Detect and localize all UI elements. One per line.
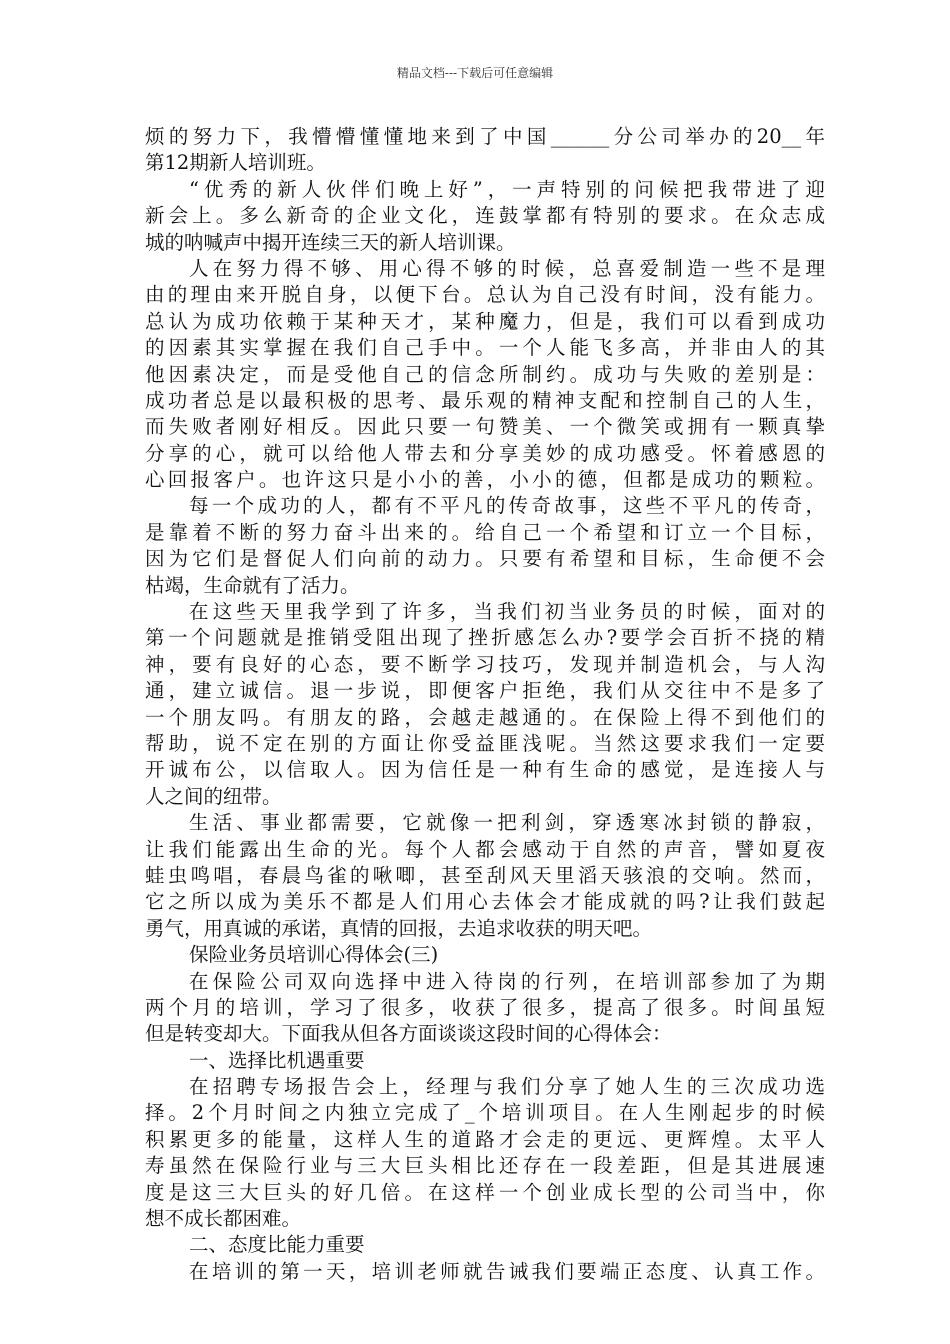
text-line: 它之所以成为美乐不都是人们用心去体会才能成就的吗?让我们鼓起 xyxy=(145,890,825,914)
text-line: 由的理由来开脱自身，以便下台。总认为自己没有时间，没有能力。 xyxy=(145,283,825,307)
text-line: 度是这三大巨头的好几倍。在这样一个创业成长型的公司当中，你 xyxy=(145,1180,825,1204)
text-line: 在保险公司双向选择中进入待岗的行列，在培训部参加了为期 xyxy=(189,969,825,993)
text-line: 第一个问题就是推销受阻出现了挫折感怎么办?要学会百折不挠的精 xyxy=(145,626,825,650)
text-line: 积累更多的能量，这样人生的道路才会走的更远、更辉煌。太平人 xyxy=(145,1127,825,1151)
text-line: “优秀的新人伙伴们晚上好”，一声特别的问候把我带进了迎 xyxy=(189,177,825,201)
text-line: 让我们能露出生命的光。每个人都会感动于自然的声音，譬如夏夜 xyxy=(145,837,825,861)
text-line: 分享的心，就可以给他人带去和分享美妙的成功感受。怀着感恩的 xyxy=(145,441,825,465)
text-line: 总认为成功依赖于某种天才，某种魔力，但是，我们可以看到成功 xyxy=(145,309,825,333)
text-line: 一、选择比机遇重要 xyxy=(189,1048,365,1072)
text-line: 但是转变却大。下面我从但各方面谈谈这段时间的心得体会： xyxy=(145,1022,672,1046)
text-line: 在培训的第一天，培训老师就告诫我们要端正态度、认真工作。 xyxy=(189,1259,825,1283)
text-line: 勇气，用真诚的承诺，真情的回报，去追求收获的明天吧。 xyxy=(145,916,653,940)
text-line: 人在努力得不够、用心得不够的时候，总喜爱制造一些不是理 xyxy=(189,256,825,280)
text-line: 新会上。多么新奇的企业文化，连鼓掌都有特别的要求。在众志成 xyxy=(145,204,825,228)
text-line: 枯竭，生命就有了活力。 xyxy=(145,573,360,597)
page-header: 精品文档---下载后可任意编辑 xyxy=(396,66,554,80)
text-line: 他因素决定，而是受他自己的信念所制约。成功与失败的差别是： xyxy=(145,362,825,386)
text-line: 因为它们是督促人们向前的动力。只要有希望和目标，生命便不会 xyxy=(145,547,825,571)
text-line: 想不成长都困难。 xyxy=(145,1207,302,1231)
text-line: 两个月的培训，学习了很多，收获了很多，提高了很多。时间虽短 xyxy=(145,995,825,1019)
text-line: 开诚布公，以信取人。因为信任是一种有生命的感觉，是连接人与 xyxy=(145,758,825,782)
document-body xyxy=(145,124,825,1285)
text-line: 择。2个月时间之内独立完成了_个培训项目。在人生刚起步的时候 xyxy=(145,1101,825,1125)
text-line: 寿虽然在保险行业与三大巨头相比还存在一段差距，但是其进展速 xyxy=(145,1154,825,1178)
text-line: 在招聘专场报告会上，经理与我们分享了她人生的三次成功选 xyxy=(189,1075,825,1099)
text-line: 成功者总是以最积极的思考、最乐观的精神支配和控制自己的人生， xyxy=(145,388,825,412)
text-line: 二、态度比能力重要 xyxy=(189,1233,365,1257)
text-line: 每一个成功的人，都有不平凡的传奇故事，这些不平凡的传奇， xyxy=(189,494,825,518)
text-line: 蛙虫鸣唱，春晨鸟雀的啾唧，甚至刮风天里滔天骇浪的交响。然而， xyxy=(145,863,825,887)
text-line: 帮助，说不定在别的方面让你受益匪浅呢。当然这要求我们一定要 xyxy=(145,731,825,755)
text-line: 而失败者刚好相反。因此只要一句赞美、一个微笑或拥有一颗真挚 xyxy=(145,415,825,439)
text-line: 在这些天里我学到了许多，当我们初当业务员的时候，面对的 xyxy=(189,600,825,624)
text-line: 生活、事业都需要，它就像一把利剑，穿透寒冰封锁的静寂， xyxy=(189,811,825,835)
text-line: 保险业务员培训心得体会(三) xyxy=(189,943,439,967)
text-line: 一个朋友吗。有朋友的路，会越走越通的。在保险上得不到他们的 xyxy=(145,705,825,729)
text-line: 通，建立诚信。退一步说，即便客户拒绝，我们从交往中不是多了 xyxy=(145,679,825,703)
text-line: 烦的努力下，我懵懵懂懂地来到了中国______分公司举办的20__年 xyxy=(145,125,825,148)
text-line: 是靠着不断的努力奋斗出来的。给自己一个希望和订立一个目标， xyxy=(145,520,825,544)
text-line: 城的呐喊声中揭开连续三天的新人培训课。 xyxy=(145,230,516,254)
text-line: 的因素其实掌握在我们自己手中。一个人能飞多高，并非由人的其 xyxy=(145,336,825,360)
text-line: 人之间的纽带。 xyxy=(145,784,282,808)
text-line: 心回报客户。也许这只是小小的善，小小的德，但都是成功的颗粒。 xyxy=(145,468,825,492)
text-line: 第12期新人培训班。 xyxy=(145,151,326,175)
text-line: 神，要有良好的心态，要不断学习技巧，发现并制造机会，与人沟 xyxy=(145,652,825,676)
